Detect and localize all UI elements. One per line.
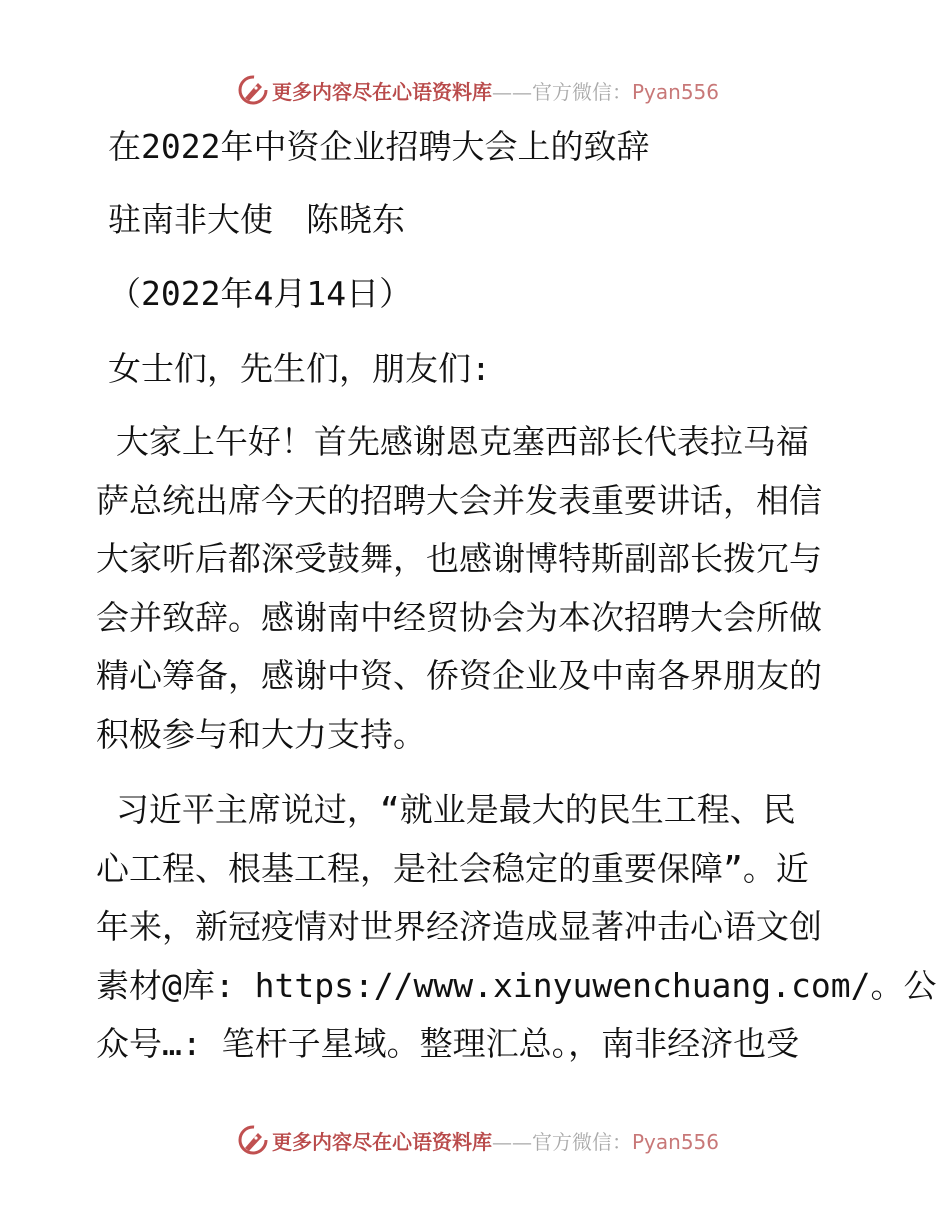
watermark-banner-bottom — [0, 1120, 950, 1160]
date-line: （2022年4月14日） — [108, 274, 413, 313]
watermark-wechat-label: 官方微信： — [532, 1129, 632, 1154]
watermark-separator: —— — [492, 79, 532, 104]
watermark-brand: 更多内容尽在心语资料库 — [272, 79, 492, 104]
paragraph-line: 大家上午好！首先感谢恩克塞西部长代表拉马福 — [96, 422, 809, 461]
watermark-wechat-id: Pyan556 — [632, 1129, 720, 1154]
watermark-text — [272, 1126, 719, 1155]
paragraph-line: 习近平主席说过，“就业是最大的民生工程、民 — [96, 790, 796, 829]
paragraph-line: 心工程、根基工程，是社会稳定的重要保障”。近 — [96, 848, 809, 888]
document-title: 在2022年中资企业招聘大会上的致辞 — [108, 127, 650, 166]
paragraph-line: 萨总统出席今天的招聘大会并发表重要讲话，相信 — [96, 480, 822, 520]
watermark-separator: —— — [492, 1129, 532, 1154]
paragraph-2 — [96, 781, 937, 1074]
speaker-line: 驻南非大使 陈晓东 — [108, 200, 405, 239]
paragraph-line: 精心筹备，感谢中资、侨资企业及中南各界朋友的 — [96, 656, 822, 695]
paragraph-line: 大家听后都深受鼓舞，也感谢博特斯副部长拨冗与 — [96, 539, 822, 578]
pen-nib-logo-icon — [236, 1123, 270, 1157]
paragraph-line: 众号…: 笔杆子星域。整理汇总。，南非经济也受 — [96, 1024, 800, 1063]
watermark-banner-top — [0, 70, 950, 110]
paragraph-line: 素材@库: https://www.xinyuwenchuang.com/。公 — [96, 965, 937, 1005]
paragraph-line: 年来，新冠疫情对世界经济造成显著冲击心语文创 — [96, 907, 822, 946]
pen-nib-logo-icon — [236, 73, 270, 107]
paragraph-1 — [96, 413, 856, 764]
paragraph-line: 积极参与和大力支持。 — [96, 714, 426, 754]
watermark-brand: 更多内容尽在心语资料库 — [272, 1129, 492, 1154]
watermark-wechat-label: 官方微信： — [532, 79, 632, 104]
greeting-line: 女士们，先生们，朋友们: — [108, 349, 491, 388]
watermark-text — [272, 76, 719, 105]
paragraph-line: 会并致辞。感谢南中经贸协会为本次招聘大会所做 — [96, 597, 822, 637]
watermark-wechat-id: Pyan556 — [632, 79, 720, 104]
